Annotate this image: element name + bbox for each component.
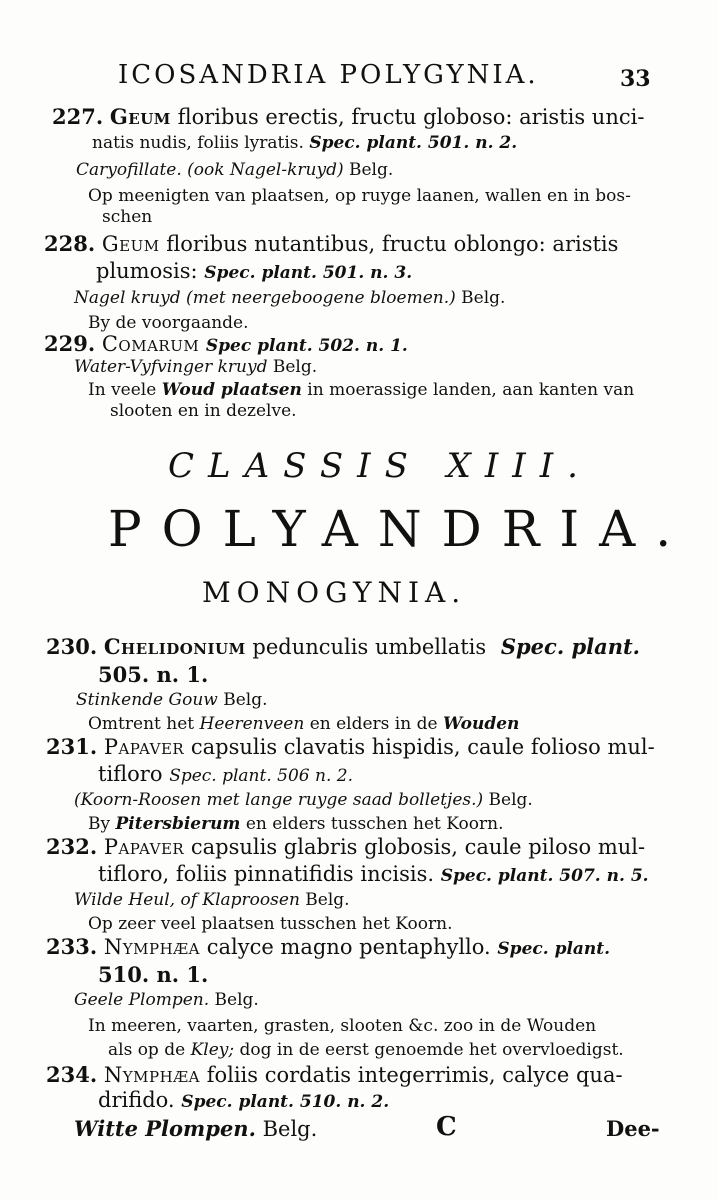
entry-233-note-cont: als op de Kley; dog in de eerst genoemde het overvloedigst. (108, 1040, 624, 1060)
classis-heading: CLASSIS XIII. (168, 446, 592, 486)
entry-233: 233. Nymphæa calyce magno pentaphyllo. Spec. plant. (46, 934, 611, 959)
entry-233-ref: 510. n. 1. (98, 962, 209, 987)
monogynia-heading: MONOGYNIA. (202, 576, 467, 609)
entry-229-note-cont: slooten en in dezelve. (110, 401, 297, 421)
entry-234-cont: drifido. Spec. plant. 510. n. 2. (98, 1088, 390, 1112)
page-number: 33 (620, 66, 651, 92)
entry-230-ref: 505. n. 1. (98, 662, 209, 687)
entry-230: 230. Chelidonium pedunculis umbellatis Spec. plant. (46, 634, 640, 659)
entry-229: 229. Comarum Spec plant. 502. n. 1. (44, 331, 408, 356)
footer-vernacular: Witte Plompen. Belg. (74, 1116, 318, 1141)
entry-227-note-cont: schen (102, 207, 153, 227)
signature-mark: C (436, 1112, 457, 1142)
entry-232: 232. Papaver capsulis glabris globosis, caule piloso mul- (46, 834, 646, 859)
entry-228-cont: plumosis: Spec. plant. 501. n. 3. (96, 259, 413, 283)
entry-231-note: By Pitersbierum en elders tusschen het Koorn. (88, 814, 504, 834)
catchword: Dee- (606, 1116, 660, 1141)
entry-231-cont: tifloro Spec. plant. 506 n. 2. (98, 762, 353, 786)
entry-230-vernacular: Stinkende Gouw Belg. (76, 690, 268, 710)
entry-228-vernacular: Nagel kruyd (met neergeboogene bloemen.) Belg. (74, 288, 506, 308)
entry-231-vernacular: (Koorn-Roosen met lange ruyge saad bolletjes.) Belg. (74, 790, 533, 810)
entry-227-cont: natis nudis, foliis lyratis. Spec. plant. 501. n. 2. (92, 133, 518, 153)
entry-230-note: Omtrent het Heerenveen en elders in de Wouden (88, 714, 520, 734)
entry-229-note: In veele Woud plaatsen in moerassige landen, aan kanten van (88, 380, 635, 400)
entry-233-vernacular: Geele Plompen. Belg. (74, 990, 259, 1010)
entry-229-vernacular: Water-Vyfvinger kruyd Belg. (74, 357, 318, 377)
entry-234: 234. Nymphæa foliis cordatis integerrimis, calyce qua- (46, 1062, 623, 1087)
entry-233-note: In meeren, vaarten, grasten, slooten &c. zoo in de Wouden (88, 1016, 597, 1036)
entry-227: 227. Geum floribus erectis, fructu globoso: aristis unci- (52, 104, 645, 129)
entry-231: 231. Papaver capsulis clavatis hispidis, caule folioso mul- (46, 734, 655, 759)
entry-228-note: By de voorgaande. (88, 313, 249, 333)
entry-227-note: Op meenigten van plaatsen, op ruyge laanen, wallen en in bos- (88, 186, 631, 206)
entry-232-note: Op zeer veel plaatsen tusschen het Koorn. (88, 914, 453, 934)
entry-232-vernacular: Wilde Heul, of Klaproosen Belg. (74, 890, 350, 910)
entry-227-vernacular: Caryofillate. (ook Nagel-kruyd) Belg. (76, 160, 394, 180)
entry-232-cont: tifloro, foliis pinnatifidis incisis. Spec. plant. 507. n. 5. (98, 862, 649, 886)
entry-228: 228. Geum floribus nutantibus, fructu oblongo: aristis (44, 231, 619, 256)
running-head: ICOSANDRIA POLYGYNIA. (118, 60, 539, 90)
polyandria-heading: POLYANDRIA. (108, 500, 692, 558)
